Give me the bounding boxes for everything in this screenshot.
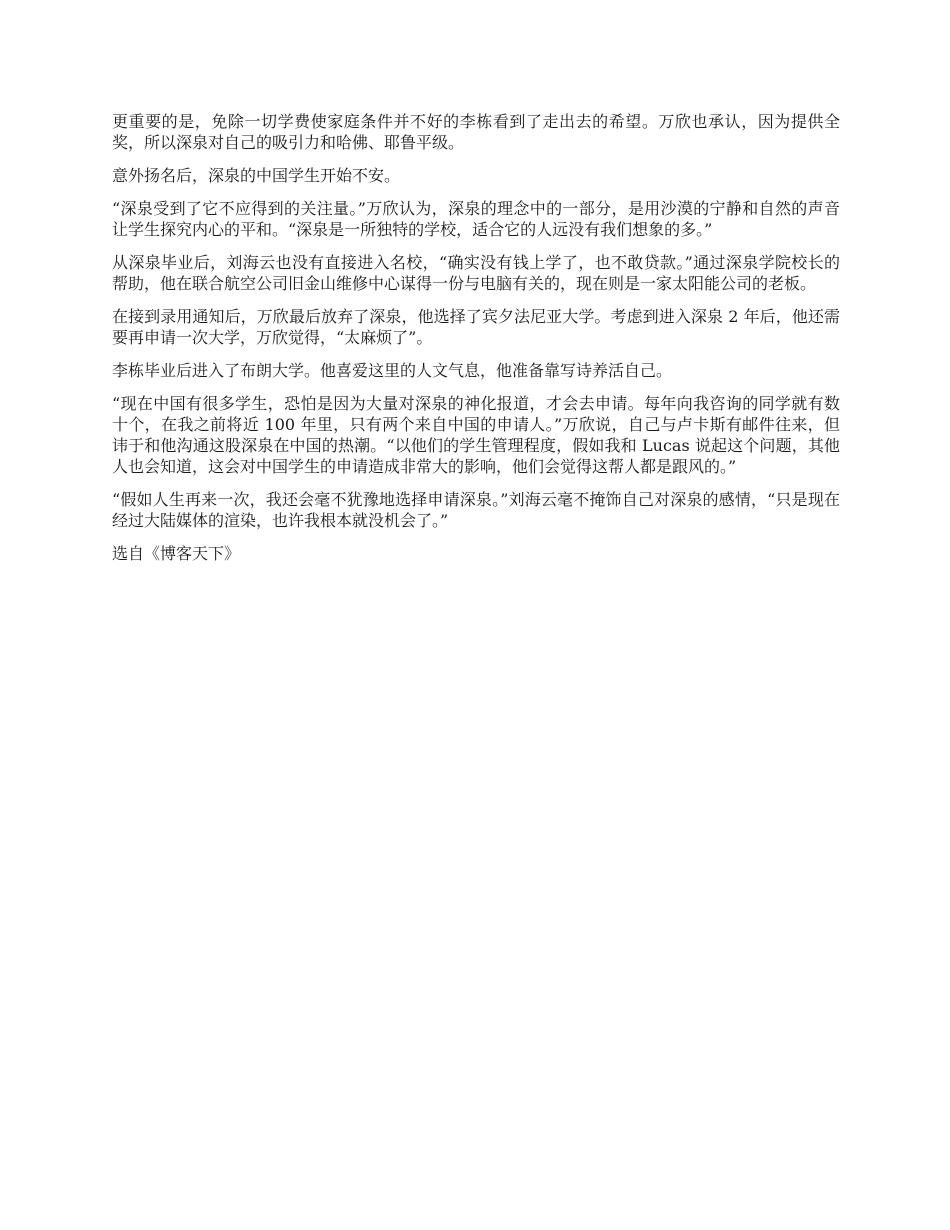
paragraph-4: 从深泉毕业后，刘海云也没有直接进入名校，“确实没有钱上学了，也不敢贷款。”通过深泉学院校长的帮助，他在联合航空公司旧金山维修中心谋得一份与电脑有关的，现在则是一家太阳能公司的老板。 bbox=[112, 253, 840, 293]
paragraph-7: “现在中国有很多学生，恐怕是因为大量对深泉的神化报道，才会去申请。每年向我咨询的同学就有数十个，在我之前将近 100 年里，只有两个来自中国的申请人。”万欣说，自己与卢卡斯有邮件往来，但讳于和他沟通这股深泉在中国的热潮。“以他们的学生管理程度，假如我和 Lucas 说起这个问题，其他人也会知道，这会对中国学生的申请造成非常大的影响，他们会觉得这帮人都是跟风的。” bbox=[112, 394, 840, 476]
paragraph-3: “深泉受到了它不应得到的关注量。”万欣认为，深泉的理念中的一部分，是用沙漠的宁静和自然的声音让学生探究内心的平和。“深泉是一所独特的学校，适合它的人远没有我们想象的多。” bbox=[112, 199, 840, 239]
article-body bbox=[112, 111, 840, 576]
paragraph-1: 更重要的是，免除一切学费使家庭条件并不好的李栋看到了走出去的希望。万欣也承认，因为提供全奖，所以深泉对自己的吸引力和哈佛、耶鲁平级。 bbox=[112, 112, 840, 152]
paragraph-2: 意外扬名后，深泉的中国学生开始不安。 bbox=[112, 166, 401, 185]
paragraph-6: 李栋毕业后进入了布朗大学。他喜爱这里的人文气息，他准备靠写诗养活自己。 bbox=[112, 361, 673, 380]
paragraph-8: “假如人生再来一次，我还会毫不犹豫地选择申请深泉。”刘海云毫不掩饰自己对深泉的感情，“只是现在经过大陆媒体的渲染，也许我根本就没机会了。” bbox=[112, 490, 840, 530]
paragraph-5: 在接到录用通知后，万欣最后放弃了深泉，他选择了宾夕法尼亚大学。考虑到进入深泉 2 年后，他还需要再申请一次大学，万欣觉得，“太麻烦了”。 bbox=[112, 307, 840, 347]
source-attribution: 选自《博客天下》 bbox=[112, 544, 241, 563]
